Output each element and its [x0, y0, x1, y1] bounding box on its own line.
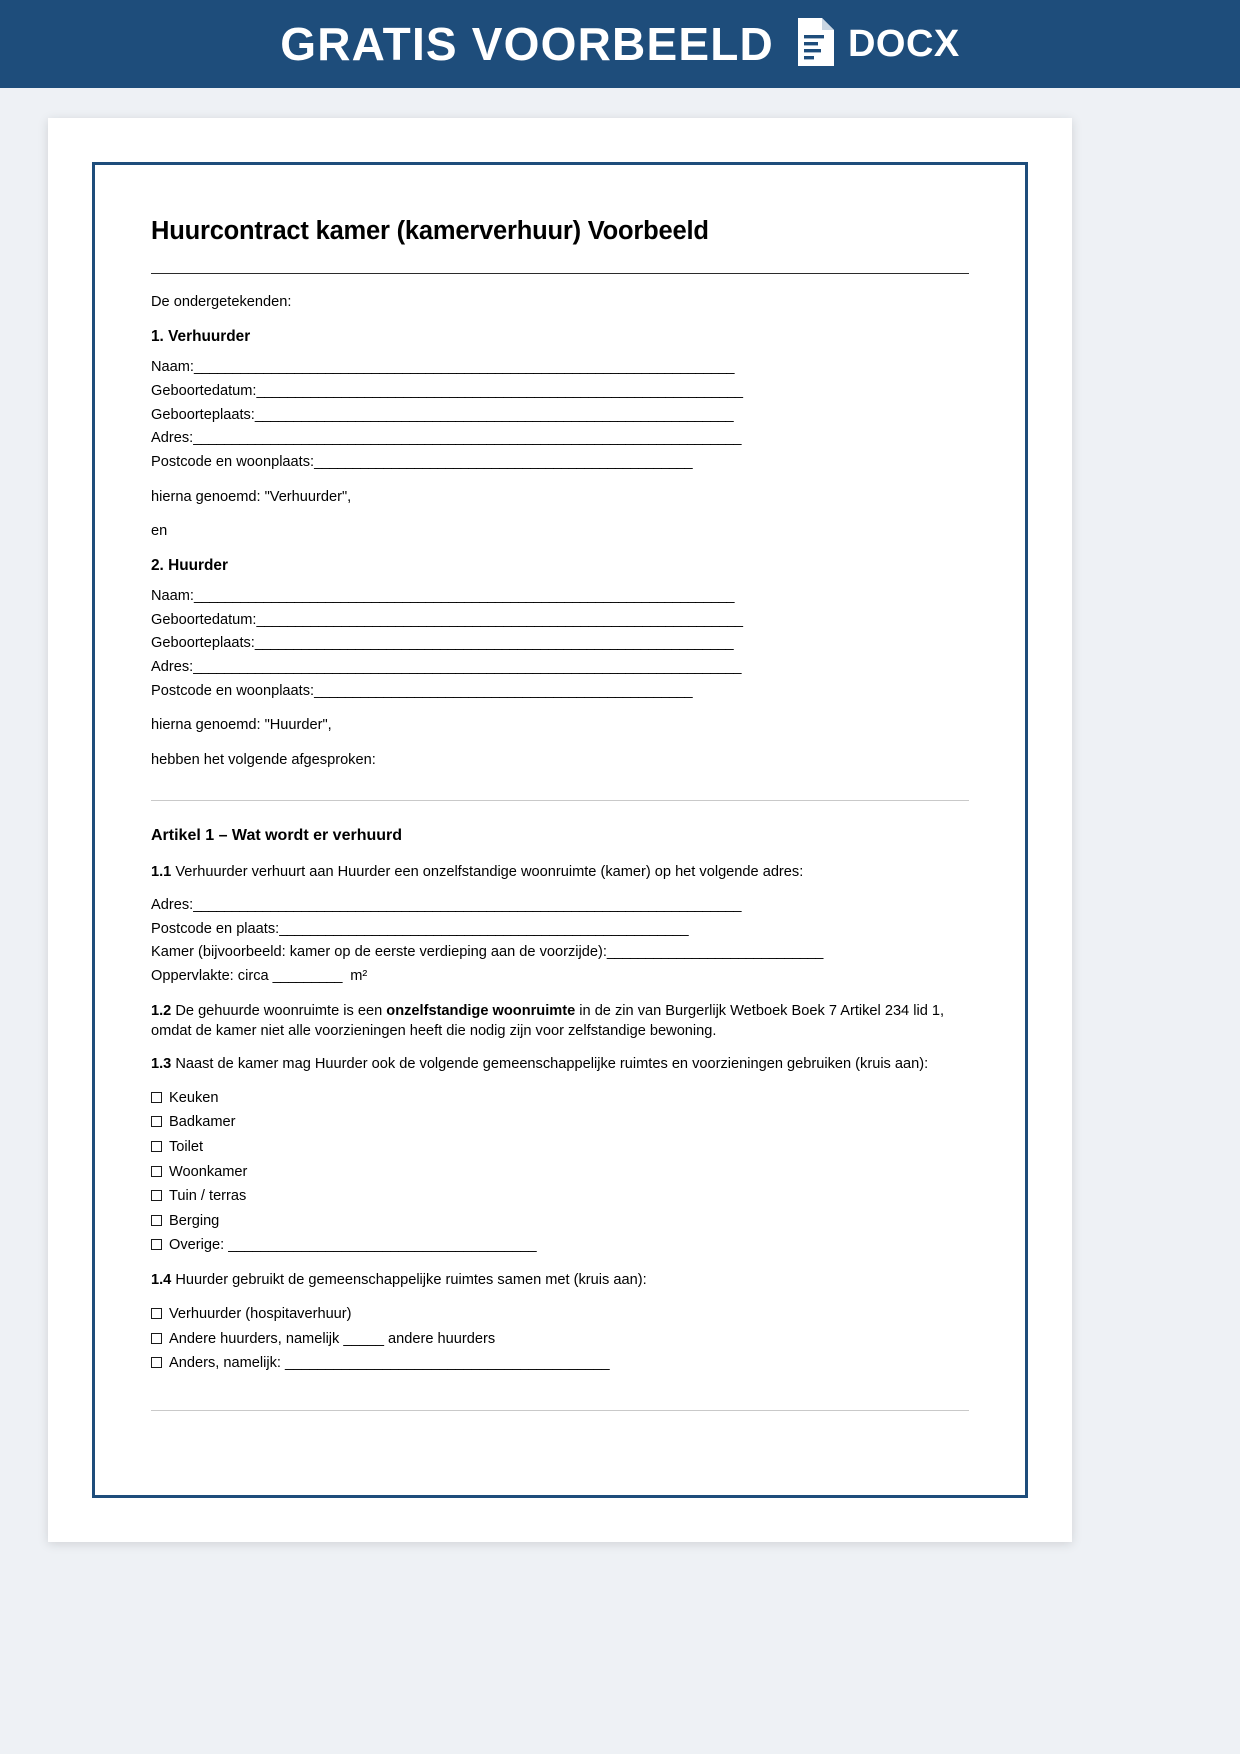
field-label: Geboortedatum: [151, 383, 257, 400]
field-blank[interactable]: _________________________________________________ [314, 454, 693, 471]
party-fields-verhuurder [151, 356, 969, 474]
clause-number: 1.2 [151, 1002, 172, 1019]
field-blank[interactable]: _____________________________________________________ [279, 920, 689, 937]
clause-number: 1.1 [151, 863, 172, 880]
clause-text-before: De gehuurde woonruimte is een [175, 1002, 383, 1019]
field-adres-gehuurde [151, 894, 969, 918]
field-blank[interactable]: ______________________________________________________________ [254, 635, 734, 652]
field-geboortedatum [151, 609, 969, 633]
field-postcode-woonplaats [151, 680, 969, 704]
section-divider [151, 800, 969, 801]
field-adres [151, 656, 969, 680]
clause-number: 1.4 [151, 1271, 172, 1288]
checkbox-item[interactable] [151, 1327, 969, 1352]
field-geboortedatum [151, 380, 969, 404]
checkbox-item[interactable] [151, 1086, 969, 1111]
field-label: Postcode en plaats: [151, 920, 280, 937]
checkbox-label: Tuin / terras [169, 1188, 247, 1205]
footer-divider [151, 1410, 969, 1411]
banner-title: GRATIS VOORBEELD [280, 18, 774, 70]
intro-text: De ondergetekenden: [151, 294, 292, 311]
field-label: Adres: [151, 430, 194, 447]
field-blank[interactable]: _______________________________________________________________________ [193, 659, 742, 676]
agreement-line: hebben het volgende afgesproken: [151, 751, 376, 768]
checkbox-label: Woonkamer [169, 1163, 248, 1180]
clause-bold-term: onzelfstandige woonruimte [386, 1002, 576, 1019]
checkbox-icon[interactable] [151, 1166, 162, 1177]
checkbox-icon[interactable] [151, 1141, 162, 1152]
field-unit: m² [350, 968, 368, 985]
checkbox-item[interactable] [151, 1302, 969, 1327]
checkbox-icon[interactable] [151, 1190, 162, 1201]
clause-text-after: in de zin van Burgerlijk Wetboek Boek 7 Artikel 234 lid 1, omdat de kamer niet alle voorzieningen heeft die nodig zijn voor zelfstandige bewoning. [151, 1002, 945, 1040]
checkbox-icon[interactable] [151, 1092, 162, 1103]
checkbox-item[interactable] [151, 1110, 969, 1135]
checkbox-item[interactable] [151, 1184, 969, 1209]
party-alias-verhuurder: hierna genoemd: "Verhuurder", [151, 488, 352, 505]
field-blank[interactable]: _________________________________________________ [314, 682, 693, 699]
field-label: Naam: [151, 588, 194, 605]
field-blank[interactable]: _______________________________________________________________________ [193, 430, 742, 447]
field-naam [151, 356, 969, 380]
property-fields [151, 894, 969, 989]
checkbox-item[interactable] [151, 1351, 969, 1376]
field-geboorteplaats [151, 404, 969, 428]
checkbox-item-overige[interactable] [151, 1233, 969, 1258]
field-label: Geboortedatum: [151, 611, 257, 628]
field-label: Geboorteplaats: [151, 635, 255, 652]
checkbox-item[interactable] [151, 1135, 969, 1160]
party-heading-huurder: 2. Huurder [151, 556, 228, 574]
checkbox-icon[interactable] [151, 1116, 162, 1127]
clause-1-2 [151, 1001, 969, 1042]
clause-text: Huurder gebruikt de gemeenschappelijke ruimtes samen met (kruis aan): [175, 1271, 647, 1288]
checkbox-list-shared-spaces [151, 1086, 969, 1258]
field-adres [151, 427, 969, 451]
docx-file-icon [796, 17, 836, 72]
checkbox-icon[interactable] [151, 1357, 162, 1368]
checkbox-label: Verhuurder (hospitaverhuur) [169, 1306, 352, 1322]
document-body [151, 216, 969, 1411]
field-geboorteplaats [151, 632, 969, 656]
checkbox-label: Toilet [169, 1139, 204, 1155]
checkbox-label: Badkamer [169, 1114, 236, 1131]
field-blank[interactable]: _______________________________________________________________________ [193, 897, 742, 914]
checkbox-label: Berging [169, 1212, 220, 1229]
field-kamer [151, 941, 969, 965]
clause-number: 1.3 [151, 1055, 172, 1072]
field-blank[interactable]: _______________________________________________________________ [256, 383, 743, 400]
field-label: Adres: [151, 897, 194, 914]
checkbox-label: Keuken [169, 1089, 219, 1106]
checkbox-icon[interactable] [151, 1215, 162, 1226]
field-label: Oppervlakte: circa [151, 968, 269, 985]
field-oppervlakte [151, 965, 969, 989]
field-blank[interactable]: ______________________________________________________________ [254, 406, 734, 423]
field-label: Postcode en woonplaats: [151, 454, 315, 471]
checkbox-label: Overige: ______________________________________ [169, 1237, 537, 1254]
party-heading-verhuurder: 1. Verhuurder [151, 328, 251, 346]
checkbox-label: Anders, namelijk: ________________________________________ [169, 1355, 610, 1372]
party-connector: en [151, 522, 168, 539]
field-label: Adres: [151, 659, 194, 676]
field-label: Postcode en woonplaats: [151, 682, 315, 699]
field-label: Naam: [151, 359, 194, 376]
field-postcode-woonplaats [151, 451, 969, 475]
banner-format-group [796, 17, 960, 72]
clause-1-1 [151, 862, 969, 882]
field-label: Kamer (bijvoorbeeld: kamer op de eerste verdieping aan de voorzijde): [151, 944, 607, 961]
checkbox-item[interactable] [151, 1160, 969, 1185]
header-banner [0, 0, 1240, 88]
checkbox-label: Andere huurders, namelijk _____ andere huurders [169, 1330, 496, 1347]
field-blank[interactable]: ______________________________________________________________________ [193, 588, 735, 605]
field-blank[interactable]: ____________________________ [606, 944, 823, 961]
clause-text: Verhuurder verhuurt aan Huurder een onzelfstandige woonruimte (kamer) op het volgende adres: [175, 863, 804, 880]
field-label: Geboorteplaats: [151, 406, 255, 423]
document-paper [48, 118, 1072, 1542]
banner-format-label: DOCX [847, 23, 960, 65]
party-fields-huurder [151, 585, 969, 703]
checkbox-icon[interactable] [151, 1333, 162, 1344]
checkbox-list-cohabitants [151, 1302, 969, 1376]
party-alias-huurder: hierna genoemd: "Huurder", [151, 717, 332, 734]
checkbox-icon[interactable] [151, 1308, 162, 1319]
title-divider [151, 273, 969, 274]
field-postcode-plaats [151, 918, 969, 942]
field-naam [151, 585, 969, 609]
field-blank[interactable]: _______________________________________________________________ [256, 611, 743, 628]
field-blank[interactable]: _________ [272, 968, 343, 985]
clause-1-4 [151, 1270, 969, 1290]
page-title: Huurcontract kamer (kamerverhuur) Voorbeeld [151, 217, 709, 245]
checkbox-icon[interactable] [151, 1239, 162, 1250]
article-heading: Artikel 1 – Wat wordt er verhuurd [151, 826, 403, 844]
field-blank[interactable]: ______________________________________________________________________ [193, 359, 735, 376]
checkbox-item[interactable] [151, 1209, 969, 1234]
clause-text: Naast de kamer mag Huurder ook de volgende gemeenschappelijke ruimtes en voorzieningen gebruiken (kruis aan): [175, 1055, 929, 1072]
clause-1-3 [151, 1054, 969, 1074]
